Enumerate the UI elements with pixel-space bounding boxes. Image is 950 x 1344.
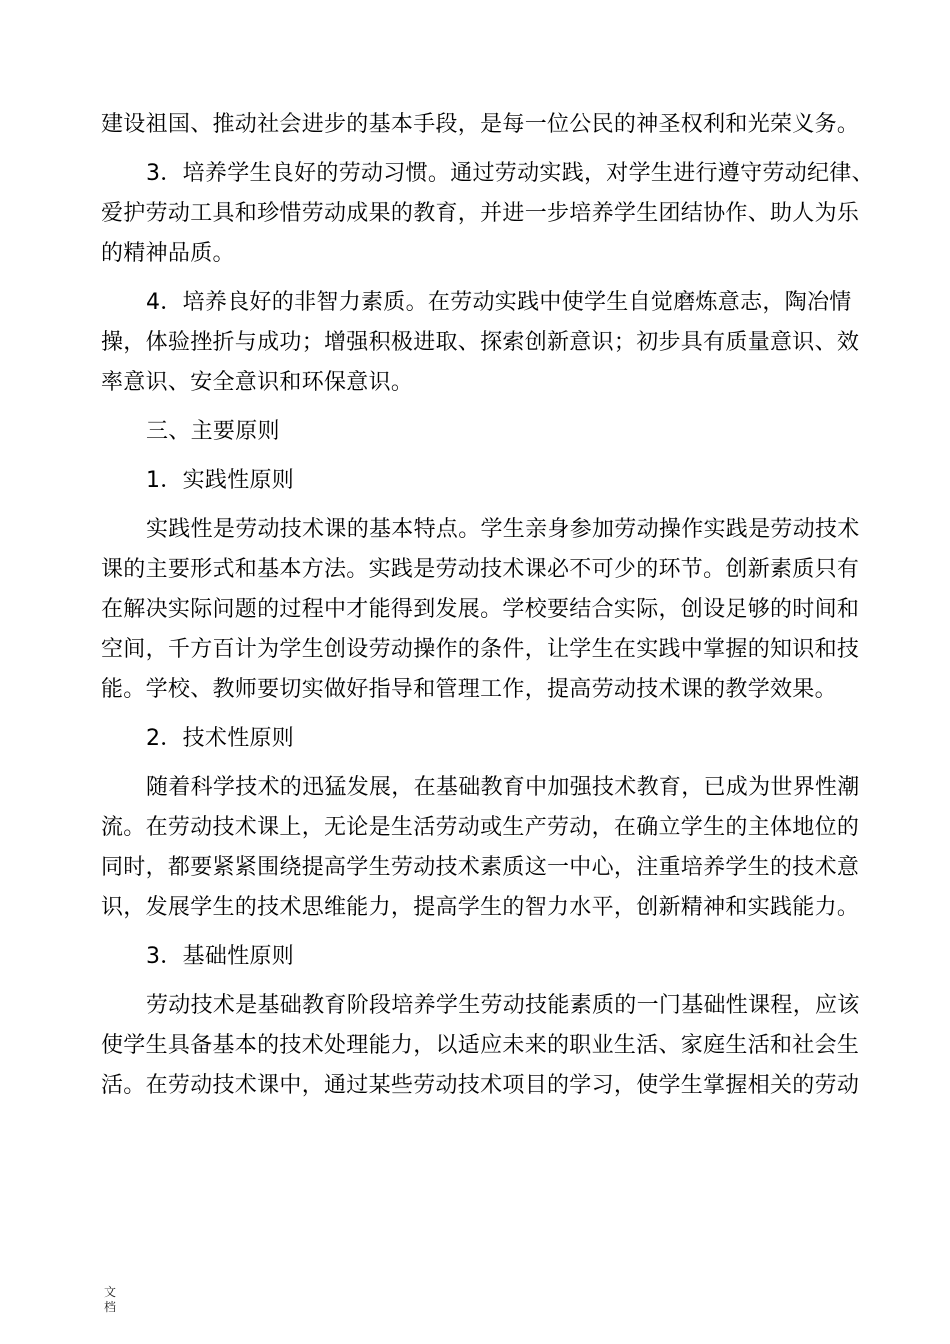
- paragraph-gap: [101, 977, 861, 986]
- footer-watermark: [104, 1285, 118, 1315]
- text-line: 使学生具备基本的技术处理能力，以适应未来的职业生活、家庭生活和社会生: [101, 1033, 860, 1058]
- text-line: 率意识、安全意识和环保意识。: [101, 370, 414, 395]
- text-line: 3．培养学生良好的劳动习惯。通过劳动实践，对学生进行遵守劳动纪律、: [146, 161, 874, 186]
- paragraph-gap: [101, 759, 861, 768]
- paragraph-gap: [101, 274, 861, 283]
- paragraph-gap: [101, 710, 861, 719]
- text-line: 操，体验挫折与成功；增强积极进取、探索创新意识；初步具有质量意识、效: [101, 330, 860, 355]
- paragraph-gap: [101, 403, 861, 412]
- footer-char-1: 文: [104, 1285, 117, 1299]
- document-body: [101, 105, 874, 1106]
- text-line: 劳动技术是基础教育阶段培养学生劳动技能素质的一门基础性课程，应该: [146, 993, 860, 1018]
- text-line: 空间，千方百计为学生创设劳动操作的条件，让学生在实践中掌握的知识和技: [101, 637, 860, 662]
- paragraph-gap: [101, 928, 861, 937]
- footer-char-2: 档: [104, 1300, 117, 1314]
- text-line: 同时，都要紧紧围绕提高学生劳动技术素质这一中心，注重培养学生的技术意: [101, 855, 860, 880]
- paragraph-gap: [101, 501, 861, 510]
- text-line: 在解决实际问题的过程中才能得到发展。学校要结合实际，创设足够的时间和: [101, 597, 860, 622]
- text-line: 随着科学技术的迅猛发展，在基础教育中加强技术教育，已成为世界性潮: [146, 775, 860, 800]
- text-line: 课的主要形式和基本方法。实践是劳动技术课必不可少的环节。创新素质只有: [101, 557, 860, 582]
- text-line: 4．培养良好的非智力素质。在劳动实践中使学生自觉磨炼意志，陶冶情: [146, 290, 852, 315]
- text-line: 识，发展学生的技术思维能力，提高学生的智力水平，创新精神和实践能力。: [101, 895, 860, 920]
- text-line: 建设祖国、推动社会进步的基本手段，是每一位公民的神圣权利和光荣义务。: [101, 112, 860, 137]
- text-line: 1．实践性原则: [146, 468, 295, 493]
- text-line: 实践性是劳动技术课的基本特点。学生亲身参加劳动操作实践是劳动技术: [146, 517, 860, 542]
- text-line: 三、主要原则: [146, 419, 280, 444]
- text-line: 爱护劳动工具和珍惜劳动成果的教育，并进一步培养学生团结协作、助人为乐: [101, 201, 860, 226]
- text-line: 2．技术性原则: [146, 726, 295, 751]
- text-line: 活。在劳动技术课中，通过某些劳动技术项目的学习，使学生掌握相关的劳动: [101, 1073, 860, 1098]
- text-line: 流。在劳动技术课上，无论是生活劳动或生产劳动，在确立学生的主体地位的: [101, 815, 860, 840]
- paragraph-gap: [101, 452, 861, 461]
- paragraph-gap: [101, 145, 861, 154]
- text-line: 的精神品质。: [101, 241, 235, 266]
- text-line: 3．基础性原则: [146, 944, 295, 969]
- text-line: 能。学校、教师要切实做好指导和管理工作，提高劳动技术课的教学效果。: [101, 677, 837, 702]
